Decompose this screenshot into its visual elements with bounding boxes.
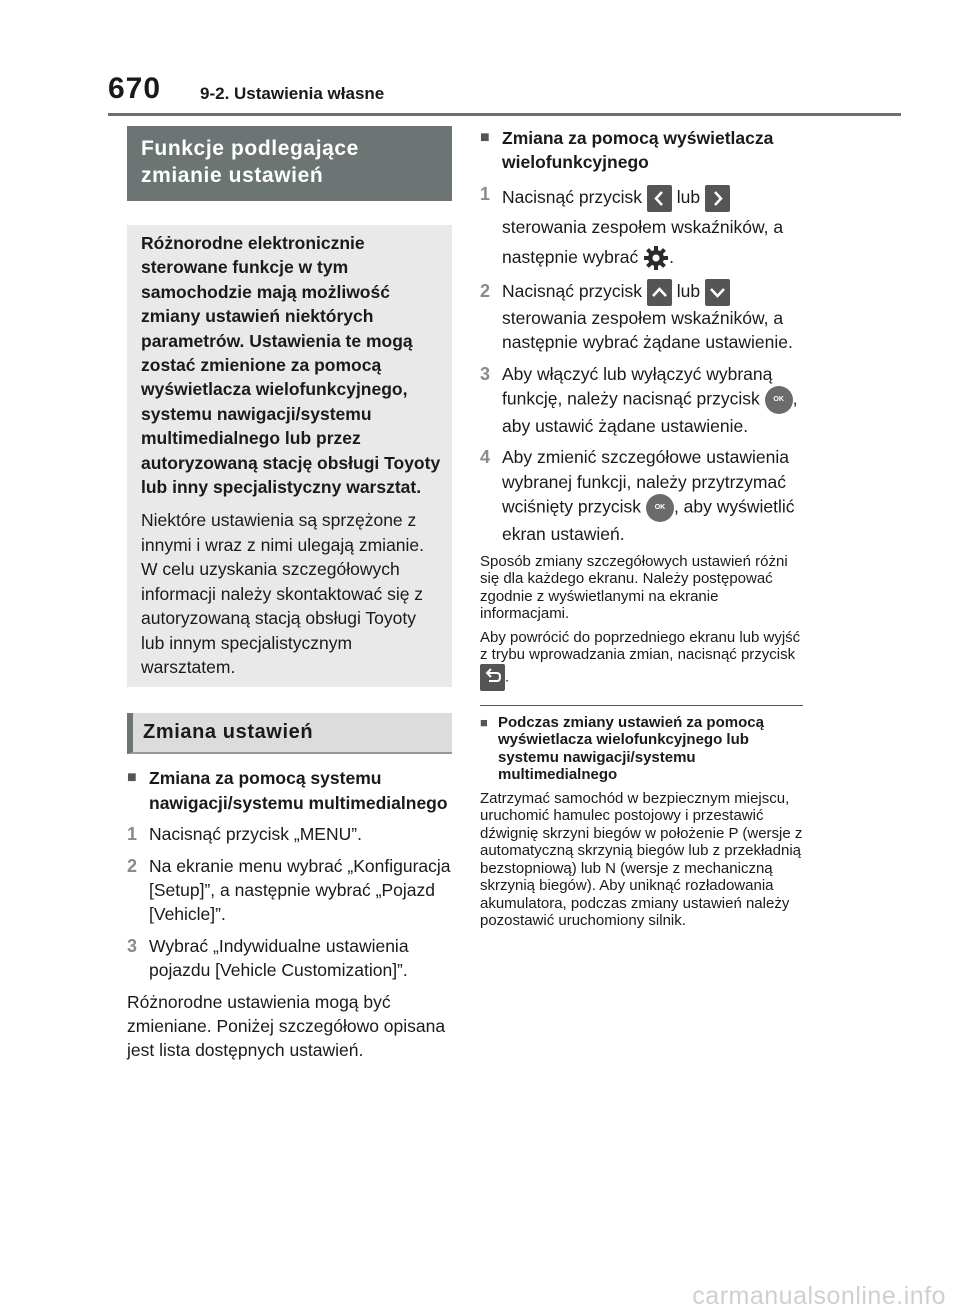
ok-button-icon: OK xyxy=(765,386,793,414)
note-heading: ■ Podczas zmiany ustawień za pomocą wyświetlacza wielofunkcyjnego lub systemu nawigacji/systemu multimedialnego xyxy=(480,713,764,784)
back-icon xyxy=(480,664,505,691)
info-normal-text: Niektóre ustawienia są sprzężone z innymi i wraz z nimi ulegają zmianie. W celu uzyskania szczegółowych informacji należy skontaktować się z autoryzowaną stacją obsługi Toyoty lub innym specjalistycznym warsztatem. xyxy=(141,510,425,677)
closing-paragraph: Różnorodne ustawienia mogą być zmieniane. Poniżej szczegółowo opisana jest lista dostępnych ustawień. xyxy=(127,991,446,1061)
header-divider xyxy=(108,113,901,116)
right-column xyxy=(480,126,803,930)
step-text: Wybrać „Indywidualne ustawienia pojazdu [Vehicle Customization]”. xyxy=(149,935,409,981)
step-text: Na ekranie menu wybrać „Konfiguracja [Setup]”, a następnie wybrać „Pojazd [Vehicle]”. xyxy=(149,855,451,925)
ok-button-icon: OK xyxy=(646,494,674,522)
page-header xyxy=(0,0,960,118)
subheading-change-settings: Zmiana ustawień xyxy=(127,713,452,754)
list-item: 4 Aby zmienić szczegółowe ustawienia wybranej funkcji, należy przytrzymać wciśnięty przycisk OK , aby wyświetlić ekran ustawień. xyxy=(480,445,803,546)
square-bullet-icon: ■ xyxy=(127,769,137,787)
list-item: 3 Aby włączyć lub wyłączyć wybraną funkcję, należy nacisnąć przycisk OK , aby ustawić żądane ustawienie. xyxy=(480,362,803,439)
detail-note: Sposób zmiany szczegółowych ustawień różni się dla każdego ekranu. Należy postępować zgodnie z wyświetlanymi na ekranie informacjami. xyxy=(480,552,788,623)
step-number: 4 xyxy=(480,447,491,468)
nav-system-heading: ■ Zmiana za pomocą systemu nawigacji/systemu multimedialnego xyxy=(127,766,452,815)
chevron-right-icon xyxy=(705,185,730,212)
note-divider xyxy=(480,705,803,706)
list-item: 1 Nacisnąć przycisk lub sterowania zespołem wskaźników, a następnie wybrać . xyxy=(480,182,803,272)
note-text: Zatrzymać samochód w bezpiecznym miejscu, uruchomić hamulec postojowy i przestawić dźwignię skrzyni biegów w położenie P (wersje z automatyczną skrzynią biegów lub z przekładnią bezstopniową) lub N (wersje z mechaniczną skrzynią biegów). Aby uniknąć rozładowania akumulatora, podczas zmiany ustawień należy pozostawić uruchomiony silnik. xyxy=(480,789,803,930)
gear-icon xyxy=(643,245,669,271)
section-title: 9-2. Ustawienia własne xyxy=(200,84,385,103)
step-number: 3 xyxy=(127,935,138,956)
chevron-up-icon xyxy=(647,279,672,306)
step-number: 1 xyxy=(480,183,491,204)
step-number: 2 xyxy=(127,855,138,876)
step-number: 3 xyxy=(480,363,491,384)
back-note: Aby powrócić do poprzedniego ekranu lub wyjść z trybu wprowadzania zmian, nacisnąć przycisk . xyxy=(480,629,803,691)
topic-title: Funkcje podlegające zmianie ustawień xyxy=(127,126,452,201)
chevron-down-icon xyxy=(705,279,730,306)
watermark: carmanualsonline.info xyxy=(692,1282,946,1310)
info-bold-text: Różnorodne elektronicznie sterowane funkcje w tym samochodzie mają możliwość zmiany ustawień niektórych parametrów. Ustawienia te mogą zostać zmienione za pomocą wyświetlacza wielofunkcyjnego, systemu nawigacji/systemu multimedialnego lub przez autoryzowaną stację obsługi Toyoty lub inny specjalistyczny warsztat. xyxy=(141,233,441,498)
square-bullet-icon: ■ xyxy=(480,714,488,730)
square-bullet-icon: ■ xyxy=(480,129,490,146)
page-number: 670 xyxy=(108,72,162,105)
step-text: Nacisnąć przycisk „MENU”. xyxy=(149,824,362,845)
list-item xyxy=(127,934,452,983)
list-item: 2 Nacisnąć przycisk lub sterowania zespołem wskaźników, a następnie wybrać żądane ustawienie. xyxy=(480,279,803,355)
step-number: 2 xyxy=(480,280,491,301)
step-number: 1 xyxy=(127,824,138,845)
info-box xyxy=(127,225,452,687)
list-item xyxy=(127,854,452,927)
display-heading: ■ Zmiana za pomocą wyświetlacza wielofunkcyjnego xyxy=(480,126,803,175)
chevron-left-icon xyxy=(647,185,672,212)
list-item xyxy=(127,822,452,846)
left-column xyxy=(127,126,452,1063)
